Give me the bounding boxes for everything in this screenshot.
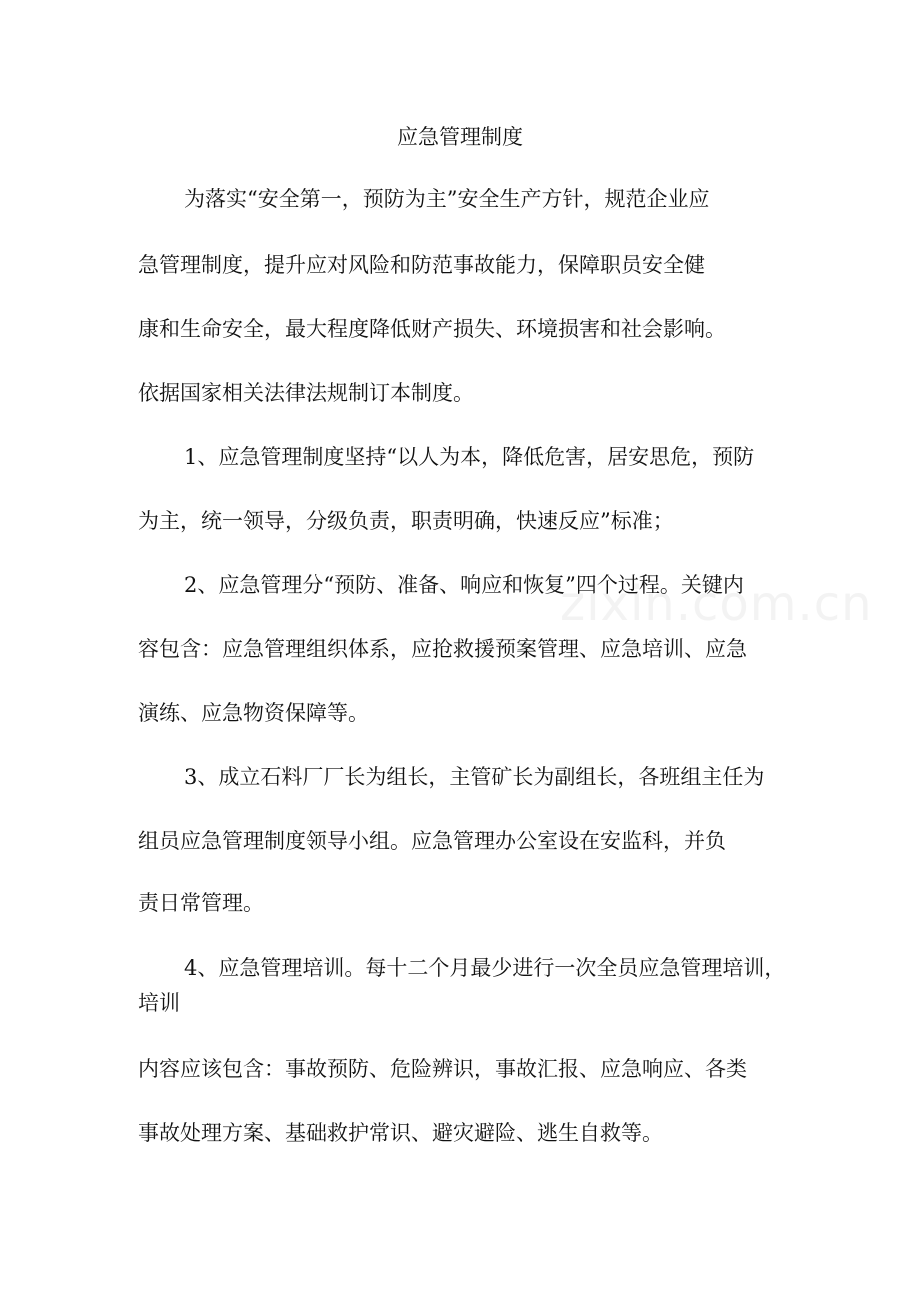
document-title: 应急管理制度 — [397, 125, 523, 149]
paragraph-line: 康和生命安全，最大程度降低财产损失、环境损害和社会影响。 — [138, 317, 726, 341]
paragraph-line: 组员应急管理制度领导小组。应急管理办公室设在安监科，并负 — [138, 829, 726, 853]
paragraph-line: 内容应该包含：事故预防、危险辨识，事故汇报、应急响应、各类 — [138, 1057, 747, 1081]
paragraph-line: 容包含：应急管理组织体系，应抢救援预案管理、应急培训、应急 — [138, 637, 747, 661]
paragraph-line: 急管理制度，提升应对风险和防范事故能力，保障职员安全健 — [138, 253, 705, 277]
paragraph-line: 事故处理方案、基础救护常识、避灾避险、逃生自救等。 — [138, 1121, 663, 1145]
paragraph-line: 责日常管理。 — [138, 891, 264, 915]
paragraph-line: 演练、应急物资保障等。 — [138, 701, 369, 725]
paragraph-line: 为主，统一领导，分级负责，职责明确，快速反应”标准； — [138, 509, 674, 533]
paragraph-line: 2、应急管理分“预防、准备、响应和恢复”四个过程。关键内 — [184, 573, 744, 597]
paragraph-line: 3、成立石料厂厂长为组长，主管矿长为副组长，各班组主任为 — [184, 765, 765, 789]
paragraph-line: 为落实“安全第一，预防为主”安全生产方针，规范企业应 — [184, 187, 710, 211]
paragraph-line: 培训 — [138, 991, 180, 1015]
paragraph-line: 1、应急管理制度坚持“以人为本，降低危害，居安思危，预防 — [184, 445, 755, 469]
paragraph-line: 4、应急管理培训。每十二个月最少进行一次全员应急管理培训， — [184, 956, 786, 980]
paragraph-line: 依据国家相关法律法规制订本制度。 — [138, 381, 474, 405]
watermark-text: zixin.com.cn — [560, 576, 873, 632]
